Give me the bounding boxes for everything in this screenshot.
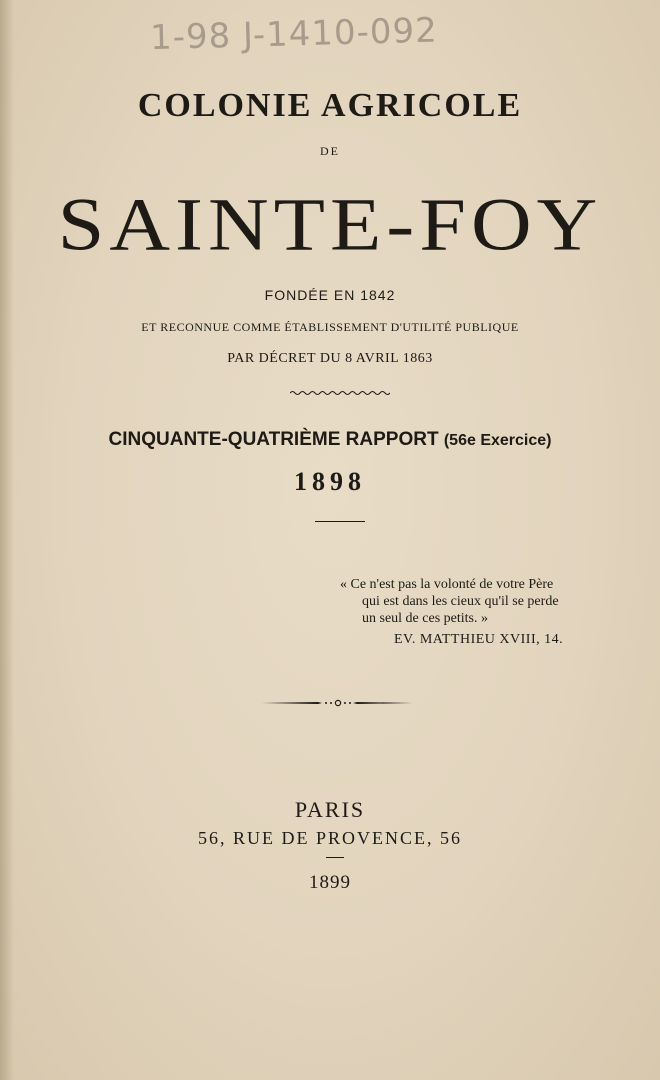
- wavy-rule-ornament: [290, 388, 390, 398]
- page-edge-shadow: [0, 0, 14, 1080]
- recognized-line: ET RECONNUE COMME ÉTABLISSEMENT D'UTILITÉ PUBLIQUE: [141, 320, 519, 334]
- dash-rule: [326, 857, 344, 858]
- report-heading: [0, 426, 660, 455]
- header-title: COLONIE AGRICOLE: [137, 87, 523, 124]
- imprint-city: PARIS: [294, 797, 366, 822]
- decree-line: PAR DÉCRET DU 8 AVRIL 1863: [227, 351, 433, 366]
- divider-ornament: [260, 696, 415, 710]
- report-exercise: (56e Exercice): [443, 432, 552, 449]
- imprint-address: 56, RUE DE PROVENCE, 56: [197, 828, 462, 848]
- founded-line: FONDÉE EN 1842: [264, 287, 396, 303]
- header-place: SAINTE-FOY: [57, 182, 603, 267]
- epigraph-line: un seul de ces petits. »: [362, 611, 488, 626]
- report-title: CINQUANTE-QUATRIÈME RAPPORT: [108, 429, 439, 450]
- epigraph-line: qui est dans les cieux qu'il se perde: [362, 594, 559, 609]
- epigraph-line: « Ce n'est pas la volonté de votre Père: [340, 577, 554, 592]
- short-rule: [315, 521, 365, 522]
- imprint-year: 1899: [309, 872, 351, 893]
- report-year: 1898: [294, 467, 366, 496]
- archive-number: 1-98 J-1410-092: [149, 10, 439, 59]
- epigraph-source: EV. MATTHIEU XVIII, 14.: [394, 632, 564, 647]
- header-de: DE: [320, 144, 340, 158]
- epigraph: [340, 576, 600, 647]
